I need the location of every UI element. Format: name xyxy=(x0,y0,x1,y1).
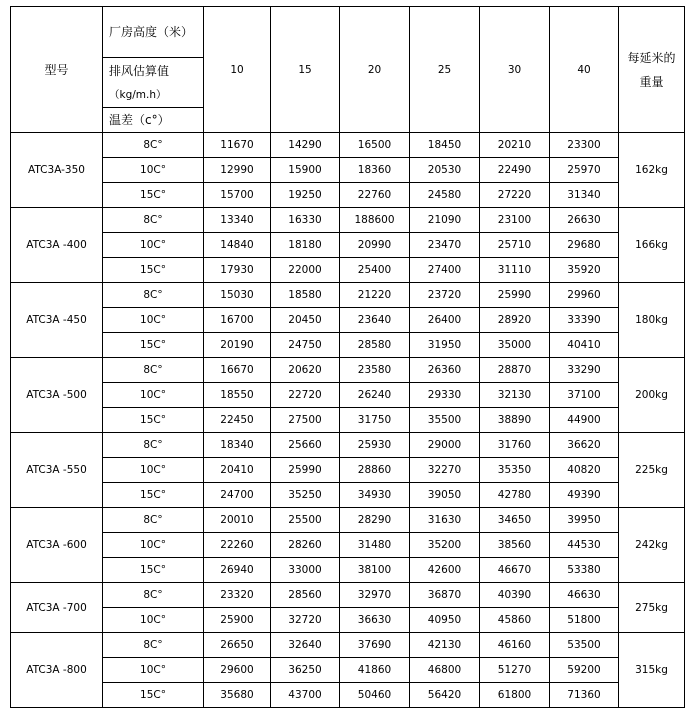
exhaust-value-cell: 22260 xyxy=(204,533,271,558)
exhaust-value-cell: 28260 xyxy=(271,533,340,558)
temp-diff-cell: 8C° xyxy=(103,433,204,458)
exhaust-value-cell: 16500 xyxy=(340,133,410,158)
temp-diff-cell: 10C° xyxy=(103,458,204,483)
table-row xyxy=(11,383,685,408)
temp-diff-cell: 10C° xyxy=(103,533,204,558)
exhaust-value-cell: 21090 xyxy=(410,208,480,233)
exhaust-value-cell: 28290 xyxy=(340,508,410,533)
exhaust-value-cell: 26630 xyxy=(550,208,619,233)
exhaust-value-cell: 34650 xyxy=(480,508,550,533)
exhaust-value-cell: 31950 xyxy=(410,333,480,358)
exhaust-value-cell: 22760 xyxy=(340,183,410,208)
exhaust-value-cell: 25930 xyxy=(340,433,410,458)
spec-table xyxy=(10,6,685,708)
height-label: 厂房高度（米） xyxy=(103,7,204,58)
weight-cell: 162kg xyxy=(619,133,685,208)
exhaust-value-cell: 25970 xyxy=(550,158,619,183)
exhaust-value-cell: 29600 xyxy=(204,658,271,683)
exhaust-value-cell: 18550 xyxy=(204,383,271,408)
exhaust-value-cell: 20210 xyxy=(480,133,550,158)
exhaust-value-cell: 28580 xyxy=(340,333,410,358)
exhaust-value-cell: 15030 xyxy=(204,283,271,308)
exhaust-value-cell: 46800 xyxy=(410,658,480,683)
exhaust-value-cell: 33390 xyxy=(550,308,619,333)
model-cell: ATC3A -600 xyxy=(11,508,103,583)
height-header-3: 25 xyxy=(410,7,480,133)
exhaust-value-cell: 46670 xyxy=(480,558,550,583)
exhaust-value-cell: 37100 xyxy=(550,383,619,408)
exhaust-value-cell: 46160 xyxy=(480,633,550,658)
exhaust-value-cell: 25400 xyxy=(340,258,410,283)
exhaust-value-cell: 20190 xyxy=(204,333,271,358)
exhaust-value-cell: 19250 xyxy=(271,183,340,208)
exhaust-value-cell: 31110 xyxy=(480,258,550,283)
table-row xyxy=(11,483,685,508)
exhaust-value-cell: 18180 xyxy=(271,233,340,258)
exhaust-value-cell: 22450 xyxy=(204,408,271,433)
exhaust-value-cell: 18360 xyxy=(340,158,410,183)
weight-cell: 275kg xyxy=(619,583,685,633)
exhaust-value-cell: 53380 xyxy=(550,558,619,583)
exhaust-value-cell: 11670 xyxy=(204,133,271,158)
exhaust-value-cell: 35250 xyxy=(271,483,340,508)
exhaust-value-cell: 40820 xyxy=(550,458,619,483)
exhaust-value-cell: 22720 xyxy=(271,383,340,408)
exhaust-value-cell: 23640 xyxy=(340,308,410,333)
exhaust-value-cell: 59200 xyxy=(550,658,619,683)
weight-cell: 200kg xyxy=(619,358,685,433)
exhaust-value-cell: 32270 xyxy=(410,458,480,483)
exhaust-value-cell: 42600 xyxy=(410,558,480,583)
exhaust-value-cell: 29000 xyxy=(410,433,480,458)
temp-diff-cell: 8C° xyxy=(103,133,204,158)
weight-cell: 180kg xyxy=(619,283,685,358)
exhaust-value-cell: 50460 xyxy=(340,683,410,708)
weight-cell: 225kg xyxy=(619,433,685,508)
exhaust-value-cell: 38890 xyxy=(480,408,550,433)
exhaust-value-cell: 26650 xyxy=(204,633,271,658)
exhaust-value-cell: 71360 xyxy=(550,683,619,708)
height-header-5: 40 xyxy=(550,7,619,133)
height-header-1: 15 xyxy=(271,7,340,133)
exhaust-value-cell: 40390 xyxy=(480,583,550,608)
exhaust-value-cell: 28870 xyxy=(480,358,550,383)
weight-cell: 242kg xyxy=(619,508,685,583)
model-cell: ATC3A -700 xyxy=(11,583,103,633)
exhaust-value-cell: 23720 xyxy=(410,283,480,308)
exhaust-value-cell: 31630 xyxy=(410,508,480,533)
model-cell: ATC3A-350 xyxy=(11,133,103,208)
table-row xyxy=(11,608,685,633)
weight-header-line2: 重量 xyxy=(639,74,664,89)
exhaust-value-cell: 31480 xyxy=(340,533,410,558)
table-row xyxy=(11,358,685,383)
exhaust-value-cell: 53500 xyxy=(550,633,619,658)
exhaust-value-cell: 18580 xyxy=(271,283,340,308)
temp-diff-cell: 8C° xyxy=(103,508,204,533)
height-header-4: 30 xyxy=(480,7,550,133)
exhaust-value-cell: 34930 xyxy=(340,483,410,508)
exhaust-value-cell: 20620 xyxy=(271,358,340,383)
exhaust-value-cell: 36870 xyxy=(410,583,480,608)
exhaust-value-cell: 42780 xyxy=(480,483,550,508)
exhaust-value-cell: 27400 xyxy=(410,258,480,283)
exhaust-value-cell: 27500 xyxy=(271,408,340,433)
exhaust-value-cell: 21220 xyxy=(340,283,410,308)
exhaust-value-cell: 35920 xyxy=(550,258,619,283)
exhaust-value-cell: 37690 xyxy=(340,633,410,658)
weight-cell: 166kg xyxy=(619,208,685,283)
exhaust-label-1: 排风估算值 xyxy=(103,58,204,84)
exhaust-value-cell: 23320 xyxy=(204,583,271,608)
temp-diff-cell: 10C° xyxy=(103,158,204,183)
temp-diff-cell: 10C° xyxy=(103,383,204,408)
exhaust-value-cell: 49390 xyxy=(550,483,619,508)
table-row xyxy=(11,583,685,608)
exhaust-value-cell: 40410 xyxy=(550,333,619,358)
exhaust-value-cell: 29330 xyxy=(410,383,480,408)
temp-diff-cell: 15C° xyxy=(103,333,204,358)
exhaust-value-cell: 31760 xyxy=(480,433,550,458)
exhaust-value-cell: 44900 xyxy=(550,408,619,433)
table-row xyxy=(11,233,685,258)
exhaust-value-cell: 14840 xyxy=(204,233,271,258)
height-header-2: 20 xyxy=(340,7,410,133)
temp-diff-cell: 15C° xyxy=(103,683,204,708)
exhaust-value-cell: 32970 xyxy=(340,583,410,608)
exhaust-value-cell: 12990 xyxy=(204,158,271,183)
weight-cell: 315kg xyxy=(619,633,685,708)
exhaust-value-cell: 25990 xyxy=(480,283,550,308)
exhaust-value-cell: 38100 xyxy=(340,558,410,583)
exhaust-value-cell: 28560 xyxy=(271,583,340,608)
exhaust-value-cell: 26240 xyxy=(340,383,410,408)
exhaust-value-cell: 35000 xyxy=(480,333,550,358)
model-cell: ATC3A -400 xyxy=(11,208,103,283)
exhaust-value-cell: 20410 xyxy=(204,458,271,483)
temp-diff-cell: 10C° xyxy=(103,608,204,633)
model-cell: ATC3A -550 xyxy=(11,433,103,508)
exhaust-value-cell: 27220 xyxy=(480,183,550,208)
temp-diff-cell: 10C° xyxy=(103,233,204,258)
table-row xyxy=(11,308,685,333)
exhaust-value-cell: 24580 xyxy=(410,183,480,208)
temp-diff-cell: 8C° xyxy=(103,358,204,383)
exhaust-value-cell: 46630 xyxy=(550,583,619,608)
exhaust-value-cell: 23300 xyxy=(550,133,619,158)
weight-header xyxy=(619,7,685,133)
exhaust-value-cell: 23470 xyxy=(410,233,480,258)
temp-diff-cell: 15C° xyxy=(103,408,204,433)
exhaust-value-cell: 44530 xyxy=(550,533,619,558)
exhaust-value-cell: 26940 xyxy=(204,558,271,583)
exhaust-value-cell: 25660 xyxy=(271,433,340,458)
exhaust-value-cell: 22000 xyxy=(271,258,340,283)
exhaust-value-cell: 56420 xyxy=(410,683,480,708)
table-row xyxy=(11,683,685,708)
exhaust-value-cell: 61800 xyxy=(480,683,550,708)
exhaust-value-cell: 32640 xyxy=(271,633,340,658)
exhaust-value-cell: 43700 xyxy=(271,683,340,708)
exhaust-value-cell: 17930 xyxy=(204,258,271,283)
table-row xyxy=(11,658,685,683)
exhaust-value-cell: 29960 xyxy=(550,283,619,308)
table-row xyxy=(11,208,685,233)
header-row xyxy=(11,7,685,58)
exhaust-value-cell: 25990 xyxy=(271,458,340,483)
temp-label: 温差（c°） xyxy=(103,108,204,133)
weight-header-line1: 每延米的 xyxy=(627,50,676,65)
exhaust-value-cell: 24700 xyxy=(204,483,271,508)
exhaust-value-cell: 35680 xyxy=(204,683,271,708)
table-row xyxy=(11,458,685,483)
exhaust-value-cell: 16670 xyxy=(204,358,271,383)
table-row xyxy=(11,258,685,283)
table-row xyxy=(11,183,685,208)
exhaust-value-cell: 31750 xyxy=(340,408,410,433)
exhaust-value-cell: 36620 xyxy=(550,433,619,458)
exhaust-value-cell: 39050 xyxy=(410,483,480,508)
exhaust-value-cell: 28860 xyxy=(340,458,410,483)
exhaust-label-2: （kg/m.h） xyxy=(103,84,204,108)
model-cell: ATC3A -800 xyxy=(11,633,103,708)
exhaust-value-cell: 20990 xyxy=(340,233,410,258)
exhaust-value-cell: 33290 xyxy=(550,358,619,383)
exhaust-value-cell: 33000 xyxy=(271,558,340,583)
exhaust-value-cell: 26400 xyxy=(410,308,480,333)
model-header: 型号 xyxy=(11,7,103,133)
temp-diff-cell: 15C° xyxy=(103,483,204,508)
exhaust-value-cell: 26360 xyxy=(410,358,480,383)
exhaust-value-cell: 31340 xyxy=(550,183,619,208)
exhaust-value-cell: 25500 xyxy=(271,508,340,533)
exhaust-value-cell: 23580 xyxy=(340,358,410,383)
model-cell: ATC3A -500 xyxy=(11,358,103,433)
height-header-0: 10 xyxy=(204,7,271,133)
exhaust-value-cell: 15900 xyxy=(271,158,340,183)
exhaust-value-cell: 32720 xyxy=(271,608,340,633)
exhaust-value-cell: 20530 xyxy=(410,158,480,183)
exhaust-value-cell: 40950 xyxy=(410,608,480,633)
model-cell: ATC3A -450 xyxy=(11,283,103,358)
exhaust-value-cell: 51800 xyxy=(550,608,619,633)
temp-diff-cell: 10C° xyxy=(103,658,204,683)
exhaust-value-cell: 51270 xyxy=(480,658,550,683)
exhaust-value-cell: 42130 xyxy=(410,633,480,658)
table-row xyxy=(11,133,685,158)
temp-diff-cell: 10C° xyxy=(103,308,204,333)
temp-diff-cell: 8C° xyxy=(103,208,204,233)
table-row xyxy=(11,333,685,358)
exhaust-value-cell: 20010 xyxy=(204,508,271,533)
exhaust-value-cell: 36630 xyxy=(340,608,410,633)
exhaust-value-cell: 20450 xyxy=(271,308,340,333)
temp-diff-cell: 8C° xyxy=(103,583,204,608)
exhaust-value-cell: 18450 xyxy=(410,133,480,158)
exhaust-value-cell: 32130 xyxy=(480,383,550,408)
table-row xyxy=(11,533,685,558)
table-row xyxy=(11,558,685,583)
exhaust-value-cell: 35200 xyxy=(410,533,480,558)
exhaust-value-cell: 16330 xyxy=(271,208,340,233)
exhaust-value-cell: 16700 xyxy=(204,308,271,333)
table-row xyxy=(11,508,685,533)
exhaust-value-cell: 39950 xyxy=(550,508,619,533)
spec-table-container xyxy=(10,6,685,708)
temp-diff-cell: 15C° xyxy=(103,183,204,208)
exhaust-value-cell: 29680 xyxy=(550,233,619,258)
exhaust-value-cell: 13340 xyxy=(204,208,271,233)
exhaust-value-cell: 35500 xyxy=(410,408,480,433)
temp-diff-cell: 8C° xyxy=(103,283,204,308)
exhaust-value-cell: 15700 xyxy=(204,183,271,208)
table-row xyxy=(11,283,685,308)
temp-diff-cell: 15C° xyxy=(103,558,204,583)
exhaust-value-cell: 28920 xyxy=(480,308,550,333)
exhaust-value-cell: 23100 xyxy=(480,208,550,233)
exhaust-value-cell: 18340 xyxy=(204,433,271,458)
exhaust-value-cell: 24750 xyxy=(271,333,340,358)
spec-table-body xyxy=(11,7,685,708)
exhaust-value-cell: 35350 xyxy=(480,458,550,483)
exhaust-value-cell: 38560 xyxy=(480,533,550,558)
exhaust-value-cell: 22490 xyxy=(480,158,550,183)
exhaust-value-cell: 25900 xyxy=(204,608,271,633)
table-row xyxy=(11,158,685,183)
exhaust-value-cell: 41860 xyxy=(340,658,410,683)
exhaust-value-cell: 36250 xyxy=(271,658,340,683)
exhaust-value-cell: 14290 xyxy=(271,133,340,158)
table-row xyxy=(11,433,685,458)
exhaust-value-cell: 25710 xyxy=(480,233,550,258)
table-row xyxy=(11,633,685,658)
exhaust-value-cell: 45860 xyxy=(480,608,550,633)
exhaust-value-cell: 188600 xyxy=(340,208,410,233)
temp-diff-cell: 15C° xyxy=(103,258,204,283)
table-row xyxy=(11,408,685,433)
temp-diff-cell: 8C° xyxy=(103,633,204,658)
